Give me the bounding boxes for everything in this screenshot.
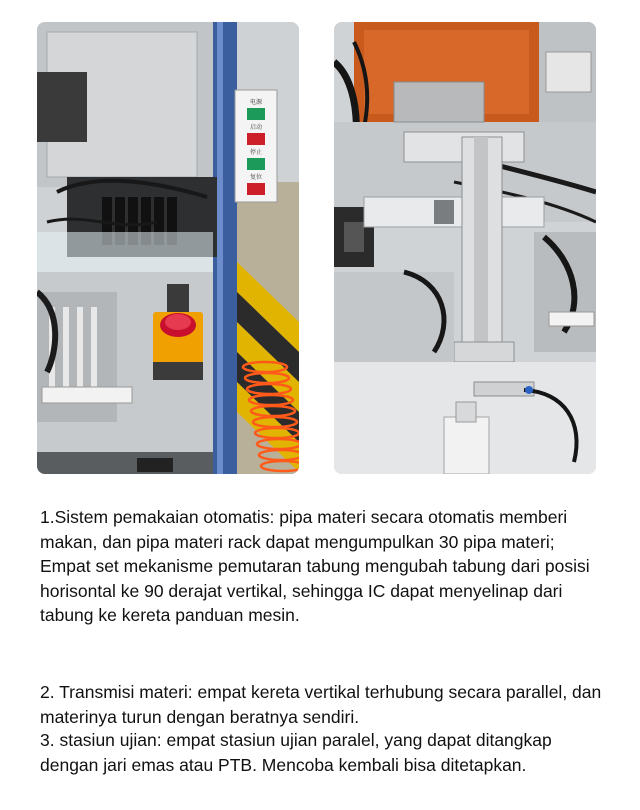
panel-label-start: 启动 <box>249 124 263 131</box>
machine-photo-right <box>334 22 596 474</box>
red-button <box>247 133 265 145</box>
panel-label-reset: 复位 <box>249 174 263 181</box>
control-panel <box>235 90 277 202</box>
feature-paragraph-test-station: 3. stasiun ujian: empat stasiun ujian paralel, yang dapat ditangkap dengan jari emas atau PTB. Mencoba kembali bisa ditetapkan. <box>40 730 552 775</box>
machine-photo-right-illustration <box>334 22 596 474</box>
panel-label-power: 电源 <box>249 99 263 106</box>
vertical-tube-rail <box>462 137 502 357</box>
feature-paragraph-automatic-feeding: 1.Sistem pemakaian otomatis: pipa materi secara otomatis memberi makan, dan pipa materi rack dapat mengumpulkan 30 pipa materi; Empat set mekanisme pemutaran tabung mengubah tabung dari posisi horisontal ke 90 derajat vertikal, sehingga IC dapat menyelinap dari tabung ke kereta panduan mesin. <box>40 507 590 625</box>
machine-photo-left-illustration <box>37 22 299 474</box>
green-button-2 <box>247 158 265 170</box>
green-button <box>247 108 265 120</box>
feature-paragraph-material-transmission: 2. Transmisi materi: empat kereta vertikal terhubung secara parallel, dan materinya turun dengan beratnya sendiri. <box>40 682 602 727</box>
machine-photo-left <box>37 22 299 474</box>
red-button-2 <box>247 183 265 195</box>
emergency-stop-button <box>153 312 203 380</box>
panel-label-stop: 停止 <box>249 149 263 156</box>
